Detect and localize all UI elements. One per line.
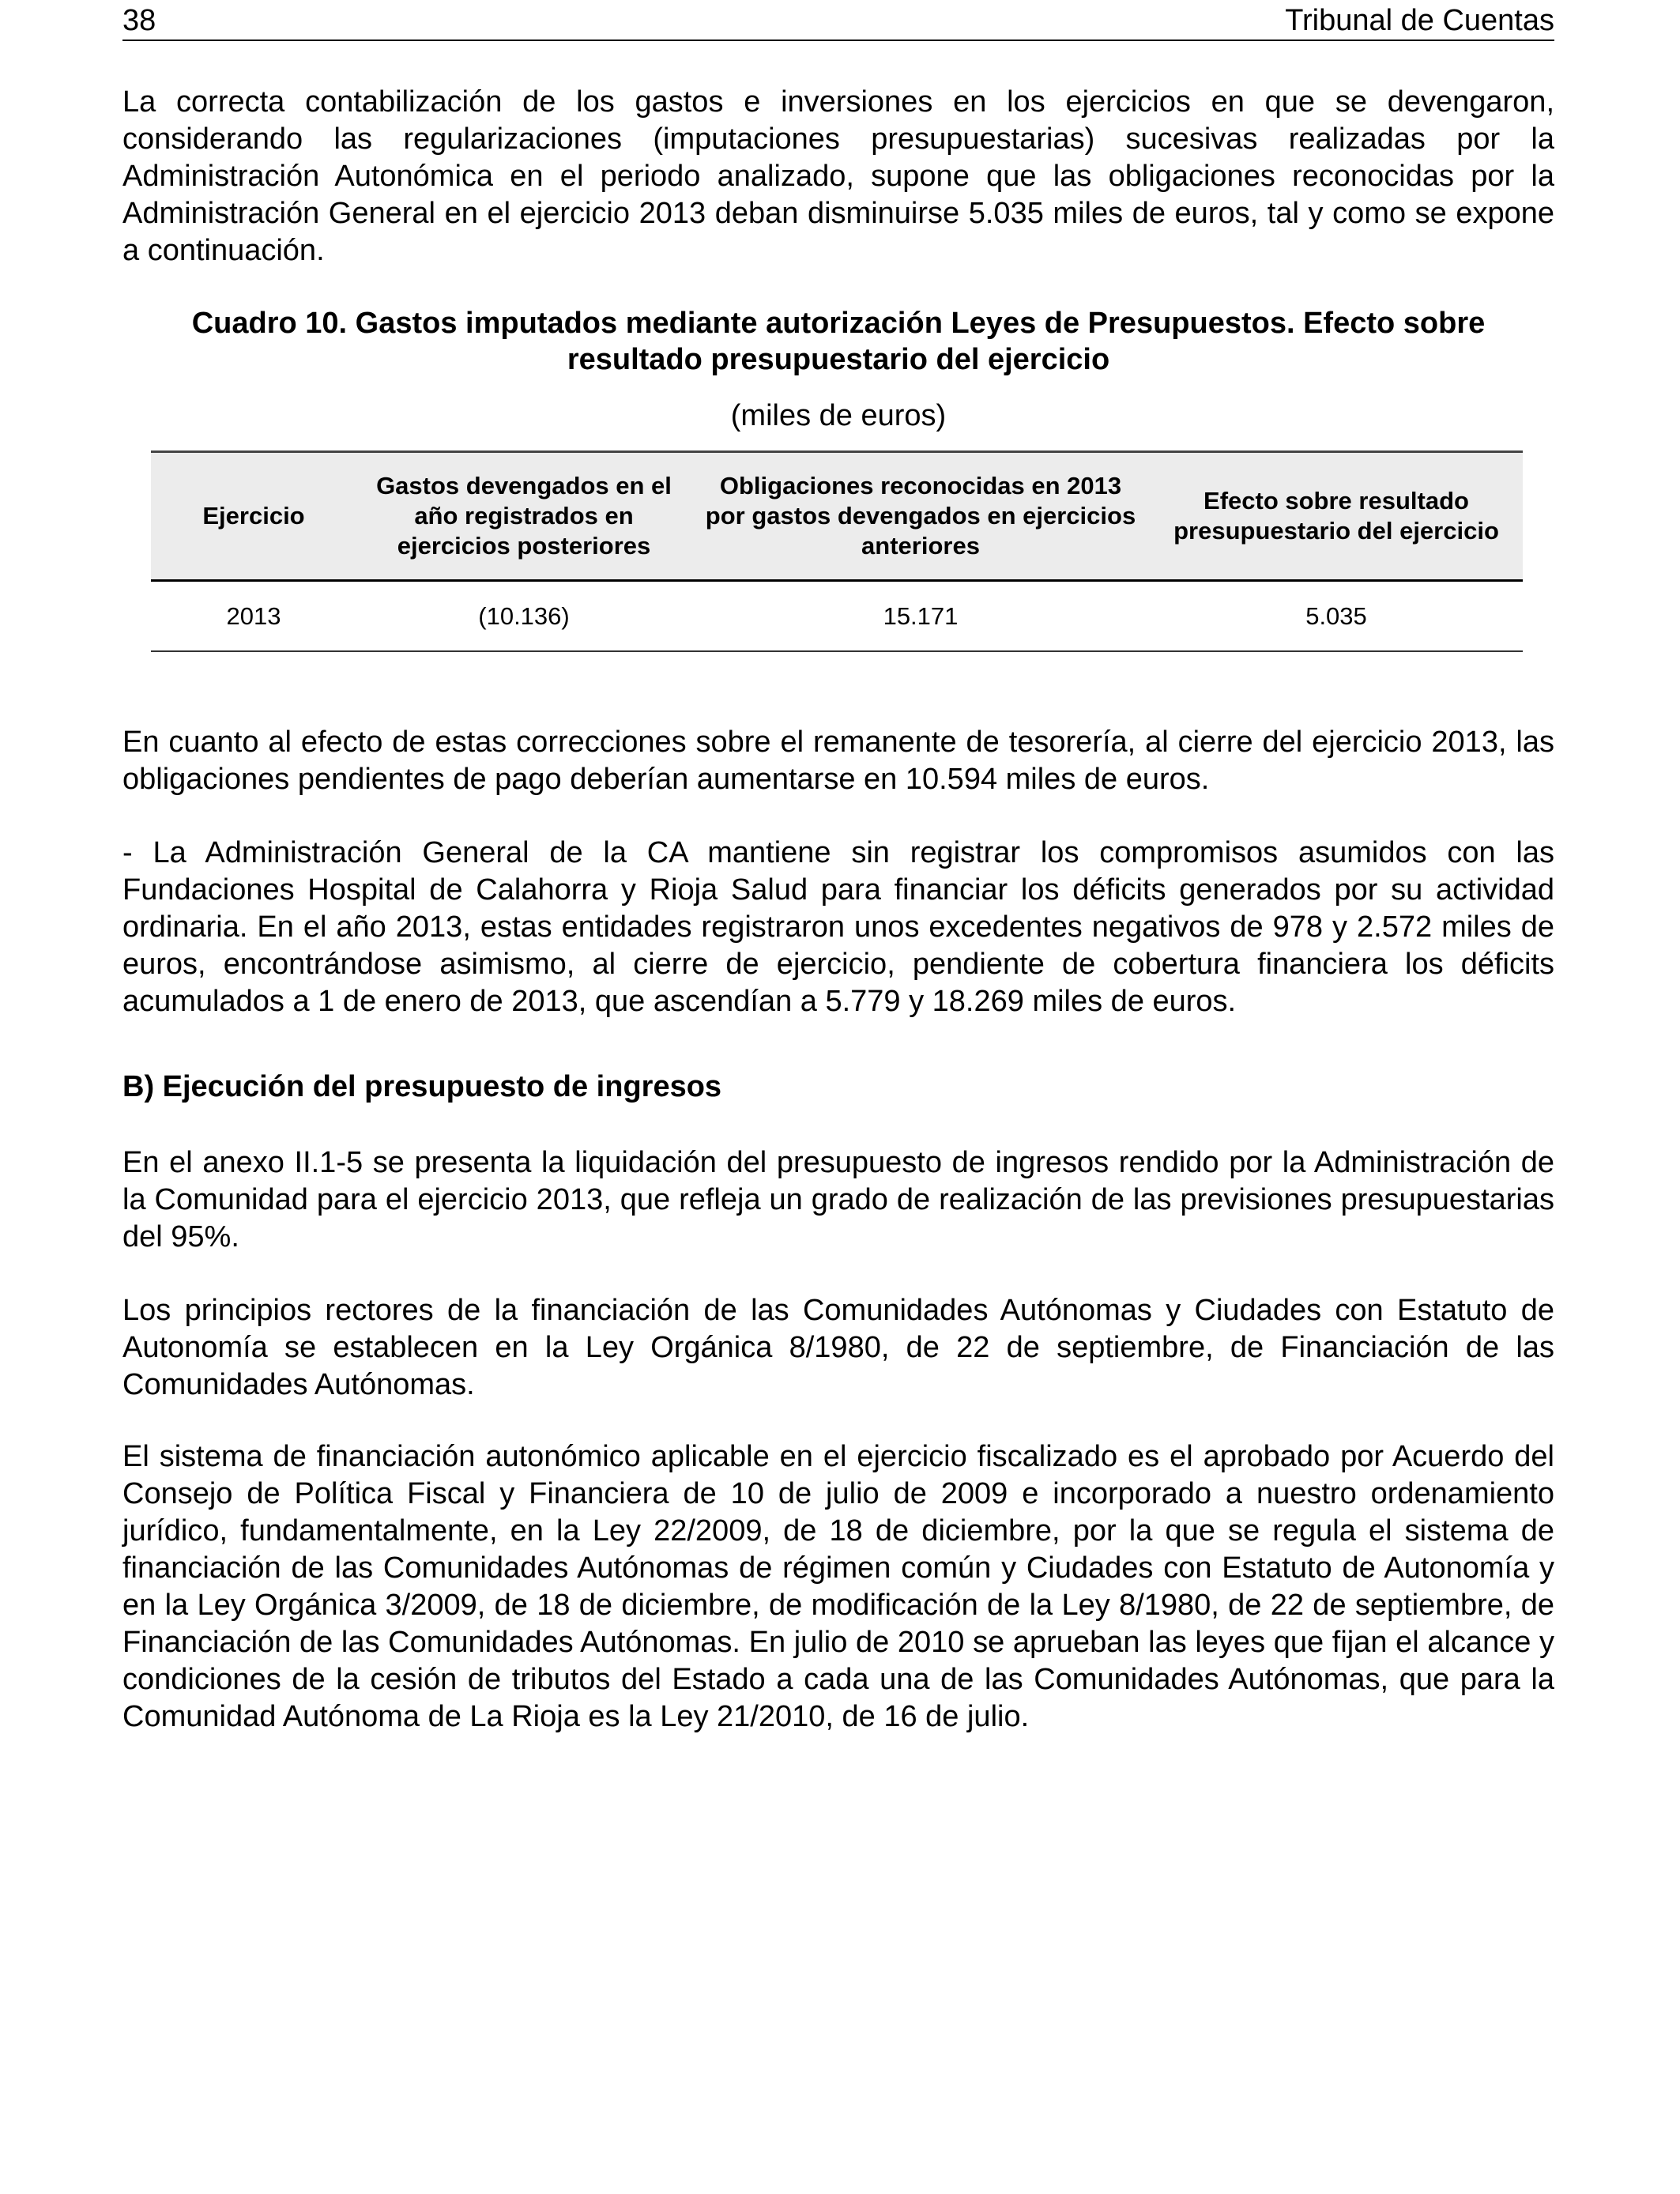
paragraph-principios: Los principios rectores de la financiación de las Comunidades Autónomas y Ciudades con Estatuto de Autonomía se establecen en la Ley Orgánica 8/1980, de 22 de septiembre, de Financiación de las Comunidades Autónomas. xyxy=(122,1294,1554,1401)
cell-gastos-devengados: (10.136) xyxy=(356,581,691,652)
cell-efecto-resultado: 5.035 xyxy=(1150,581,1523,652)
cell-ejercicio: 2013 xyxy=(151,581,356,652)
column-header-ejercicio: Ejercicio xyxy=(151,452,356,581)
table-row xyxy=(151,581,1523,652)
column-header-gastos-devengados: Gastos devengados en el año registrados en ejercicios posteriores xyxy=(356,452,691,581)
organization-name: Tribunal de Cuentas xyxy=(1285,4,1554,37)
page-number: 38 xyxy=(122,4,156,37)
cell-obligaciones-reconocidas: 15.171 xyxy=(691,581,1150,652)
page-header xyxy=(122,3,1554,41)
column-header-efecto-resultado: Efecto sobre resultado presupuestario del ejercicio xyxy=(1150,452,1523,581)
table-header-row xyxy=(151,452,1523,581)
intro-paragraph: La correcta contabilización de los gastos e inversiones en los ejercicios en que se devengaron, considerando las regularizaciones (imputaciones presupuestarias) sucesivas realizadas por la Administración Autonómica en el periodo analizado, supone que las obligaciones reconocidas por la Administración General en el ejercicio 2013 deban disminuirse 5.035 miles de euros, tal y como se expone a continuación. xyxy=(122,85,1554,267)
table-caption-line-1: Cuadro 10. Gastos imputados mediante autorización Leyes de Presupuestos. Efecto sobre xyxy=(191,307,1486,340)
column-header-obligaciones-reconocidas: Obligaciones reconocidas en 2013 por gastos devengados en ejercicios anteriores xyxy=(691,452,1150,581)
paragraph-sistema: El sistema de financiación autonómico aplicable en el ejercicio fiscalizado es el aprobado por Acuerdo del Consejo de Política Fiscal y Financiera de 10 de julio de 2009 e incorporado a nuestro ordenamiento jurídico, fundamentalmente, en la Ley 22/2009, de 18 de diciembre, por la que se regula el sistema de financiación de las Comunidades Autónomas de régimen común y Ciudades con Estatuto de Autonomía y en la Ley Orgánica 3/2009, de 18 de diciembre, de modificación de la Ley 8/1980, de 22 de septiembre, de Financiación de las Comunidades Autónomas. En julio de 2010 se aprueban las leyes que fijan el alcance y condiciones de la cesión de tributos del Estado a cada una de las Comunidades Autónomas, que para la Comunidad Autónoma de La Rioja es la Ley 21/2010, de 16 de julio. xyxy=(122,1440,1554,1733)
table-units: (miles de euros) xyxy=(730,399,947,432)
section-b-title: B) Ejecución del presupuesto de ingresos xyxy=(122,1070,722,1103)
paragraph-fundaciones: - La Administración General de la CA mantiene sin registrar los compromisos asumidos con las Fundaciones Hospital de Calahorra y Rioja Salud para financiar los déficits generados por su actividad ordinaria. En el año 2013, estas entidades registraron unos excedentes negativos de 978 y 2.572 miles de euros, encontrándose asimismo, al cierre de ejercicio, pendiente de cobertura financiera los déficits acumulados a 1 de enero de 2013, que ascendían a 5.779 y 18.269 miles de euros. xyxy=(122,836,1554,1018)
paragraph-anexo: En el anexo II.1-5 se presenta la liquidación del presupuesto de ingresos rendido por la Administración de la Comunidad para el ejercicio 2013, que refleja un grado de realización de las previsiones presupuestarias del 95%. xyxy=(122,1146,1554,1253)
data-table xyxy=(151,450,1523,652)
table-caption-line-2: resultado presupuestario del ejercicio xyxy=(567,343,1110,376)
paragraph-remanente: En cuanto al efecto de estas correcciones sobre el remanente de tesorería, al cierre del ejercicio 2013, las obligaciones pendientes de pago deberían aumentarse en 10.594 miles de euros. xyxy=(122,726,1554,796)
